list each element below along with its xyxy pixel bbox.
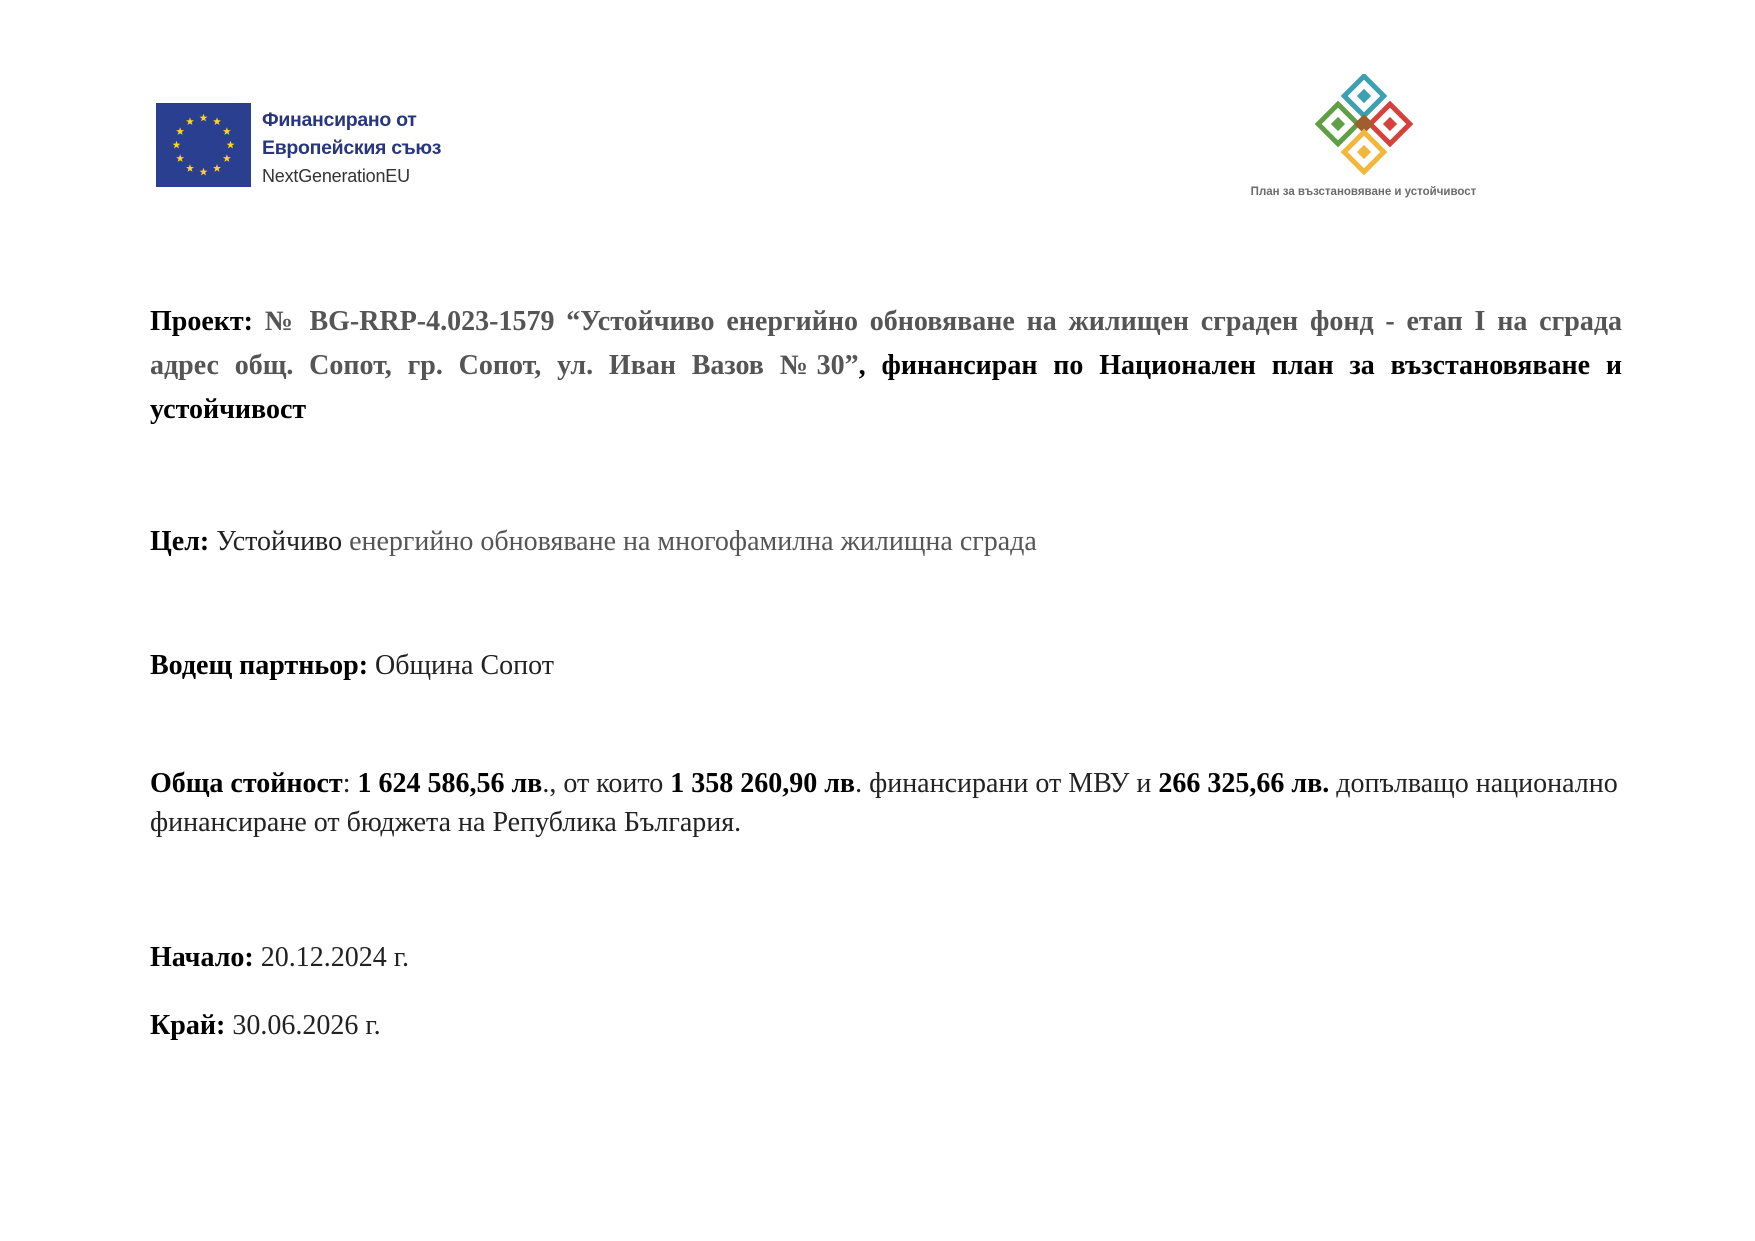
national-funded-amount: 266 325,66 лв. — [1158, 768, 1330, 799]
total-cost-amount: 1 624 586,56 лв — [357, 768, 543, 799]
lead-partner-line — [150, 644, 1622, 688]
goal-line — [150, 520, 1622, 564]
eu-logo-line2: Европейския съюз — [262, 137, 442, 159]
recovery-plan-caption: План за възстановяване и устойчивост — [1250, 186, 1477, 198]
eu-logo-line3: NextGenerationEU — [262, 166, 410, 186]
lead-partner-label: Водещ партньор: — [150, 650, 369, 681]
project-financing: , финансиран по Национален план за възстановяване и устойчивост — [150, 350, 1623, 425]
end-date-value: 30.06.2026 г. — [232, 1010, 381, 1041]
start-date-line — [150, 936, 1622, 980]
goal-value-part2: енергийно обновяване на многофамилна жилищна сграда — [349, 526, 1037, 557]
goal-value-part1: Устойчиво — [216, 526, 343, 557]
eu-funding-logo — [156, 103, 441, 190]
project-paragraph — [150, 300, 1622, 432]
eu-logo-line1: Финансирано от — [262, 109, 417, 131]
project-number: № BG-RRP-4.023-1579 — [264, 306, 555, 337]
lead-partner-value: Община Сопот — [375, 650, 554, 681]
project-name: “Устойчиво енергийно обновяване на жилищен сграден фонд - етап I на сграда адрес общ. Сопот, гр. Сопот, ул. Иван Вазов №30” — [150, 306, 1623, 381]
end-date-label: Край: — [150, 1010, 226, 1041]
goal-label: Цел: — [150, 526, 210, 557]
total-cost-text2: . финансирани от МВУ и — [855, 768, 1152, 799]
eu-logo-text — [262, 106, 441, 190]
eu-funded-amount: 1 358 260,90 лв — [670, 768, 856, 799]
recovery-plan-mosaic-icon — [1308, 74, 1420, 178]
project-label: Проект: — [150, 306, 253, 337]
total-cost-text1: ., от които — [542, 768, 664, 799]
total-cost-text3: допълващо национално финансиране от бюджета на Република България. — [150, 768, 1618, 838]
recovery-plan-logo — [1226, 74, 1501, 198]
total-cost-paragraph — [150, 764, 1622, 842]
total-cost-label: Обща стойност — [150, 768, 343, 799]
eu-flag-icon — [156, 103, 251, 187]
total-cost-separator: : — [342, 768, 351, 799]
start-date-label: Начало: — [150, 942, 254, 973]
end-date-line — [150, 1004, 1622, 1048]
start-date-value: 20.12.2024 г. — [260, 942, 410, 973]
